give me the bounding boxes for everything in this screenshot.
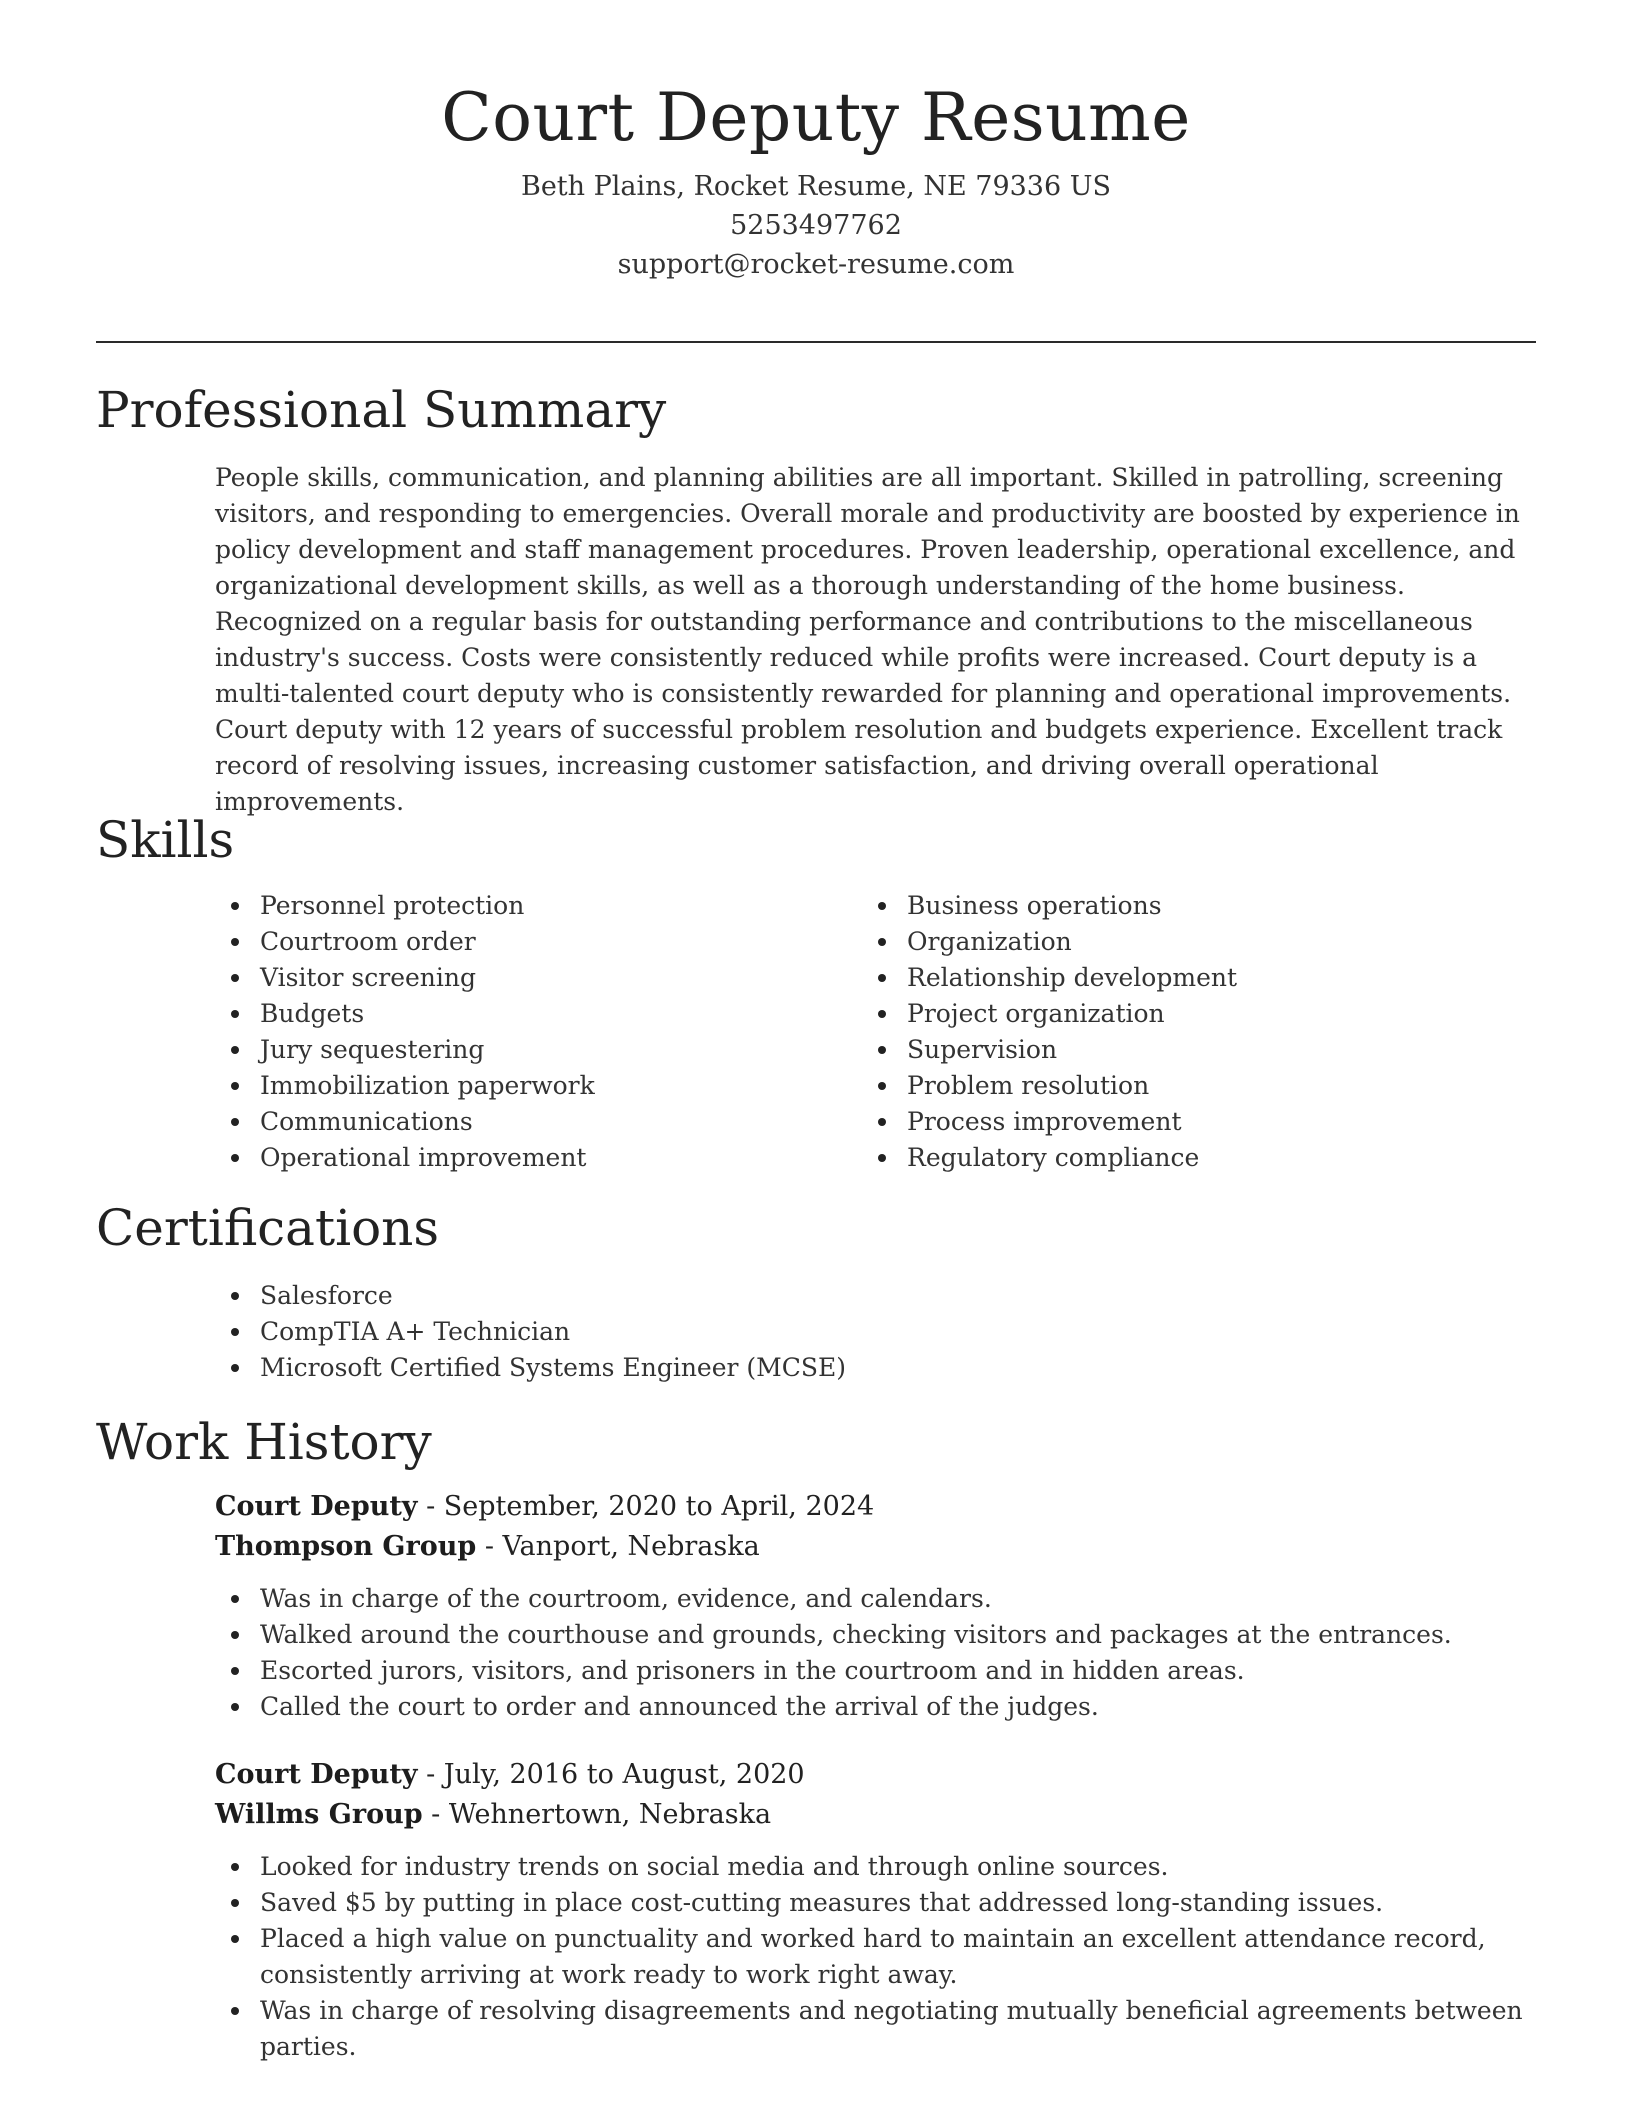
certification-item: CompTIA A+ Technician	[215, 1314, 1515, 1350]
job-duty-item: Saved $5 by putting in place cost-cutting measures that addressed long-standing issues.	[215, 1885, 1535, 1921]
job-duty-item: Was in charge of resolving disagreements and negotiating mutually beneficial agreements between parties.	[215, 1993, 1535, 2065]
job-duty-item: Walked around the courthouse and grounds, checking visitors and packages at the entrances.	[215, 1617, 1535, 1653]
skills-column-right	[862, 888, 1482, 1176]
job-entry-2	[215, 1755, 1535, 2065]
certifications-list	[215, 1278, 1515, 1386]
job-company-line	[215, 1795, 1535, 1835]
skill-item: Regulatory compliance	[862, 1140, 1482, 1176]
section-title-skills: Skills	[96, 811, 235, 869]
job-duty-item: Looked for industry trends on social media and through online sources.	[215, 1849, 1535, 1885]
skills-list-left	[215, 888, 835, 1176]
skill-item: Jury sequestering	[215, 1032, 835, 1068]
job-dates: July, 2016 to August, 2020	[443, 1759, 805, 1790]
job-duty-item: Called the court to order and announced the arrival of the judges.	[215, 1689, 1535, 1725]
certification-item: Microsoft Certified Systems Engineer (MCSE)	[215, 1350, 1515, 1386]
skill-item: Courtroom order	[215, 924, 835, 960]
skill-item: Project organization	[862, 996, 1482, 1032]
job-duty-item: Placed a high value on punctuality and worked hard to maintain an excellent attendance record, consistently arriving at work ready to work right away.	[215, 1921, 1535, 1993]
certifications-block	[215, 1278, 1515, 1386]
skill-item: Relationship development	[862, 960, 1482, 996]
job-location: Vanport, Nebraska	[502, 1531, 760, 1562]
skill-item: Process improvement	[862, 1104, 1482, 1140]
resume-header	[0, 78, 1632, 284]
job-duty-item: Was in charge of the courtroom, evidence, and calendars.	[215, 1581, 1535, 1617]
job-role: Court Deputy	[215, 1759, 418, 1790]
skills-column-left	[215, 888, 835, 1176]
job-role: Court Deputy	[215, 1491, 418, 1522]
contact-address: Beth Plains, Rocket Resume, NE 79336 US	[520, 171, 1111, 203]
section-title-work-history: Work History	[96, 1413, 432, 1471]
job-title-line	[215, 1755, 1535, 1795]
contact-phone: 5253497762	[730, 210, 902, 242]
job-company-line	[215, 1527, 1535, 1567]
resume-title: Court Deputy Resume	[441, 79, 1191, 156]
contact-email: support@rocket-resume.com	[617, 249, 1015, 281]
job-separator: -	[417, 1759, 444, 1790]
header-divider	[96, 341, 1536, 343]
section-title-certifications: Certifications	[96, 1199, 440, 1257]
job-separator: -	[417, 1491, 444, 1522]
skill-item: Budgets	[215, 996, 835, 1032]
job-dates: September, 2020 to April, 2024	[443, 1491, 875, 1522]
skill-item: Personnel protection	[215, 888, 835, 924]
section-title-summary: Professional Summary	[96, 381, 667, 439]
job-entry-1	[215, 1487, 1535, 1725]
skill-item: Visitor screening	[215, 960, 835, 996]
job-duties-list	[215, 1849, 1535, 2065]
job-separator: -	[476, 1531, 503, 1562]
skill-item: Immobilization paperwork	[215, 1068, 835, 1104]
skill-item: Business operations	[862, 888, 1482, 924]
contact-block	[0, 167, 1632, 284]
skill-item: Supervision	[862, 1032, 1482, 1068]
skill-item: Organization	[862, 924, 1482, 960]
skill-item: Communications	[215, 1104, 835, 1140]
skill-item: Problem resolution	[862, 1068, 1482, 1104]
job-company: Willms Group	[215, 1799, 423, 1830]
certification-item: Salesforce	[215, 1278, 1515, 1314]
job-title-line	[215, 1487, 1535, 1527]
job-location: Wehnertown, Nebraska	[448, 1799, 772, 1830]
skills-list-right	[862, 888, 1482, 1176]
job-duty-item: Escorted jurors, visitors, and prisoners in the courtroom and in hidden areas.	[215, 1653, 1535, 1689]
skill-item: Operational improvement	[215, 1140, 835, 1176]
job-duties-list	[215, 1581, 1535, 1725]
job-separator: -	[422, 1799, 449, 1830]
job-company: Thompson Group	[215, 1531, 477, 1562]
summary-text: People skills, communication, and planning abilities are all important. Skilled in patrolling, screening visitors, and responding to emergencies. Overall morale and productivity are boosted by experience in policy development and staff management procedures. Proven leadership, operational excellence, and organizational development skills, as well as a thorough understanding of the home business. Recognized on a regular basis for outstanding performance and contributions to the miscellaneous industry's success. Costs were consistently reduced while profits were increased. Court deputy is a multi-talented court deputy who is consistently rewarded for planning and operational improvements. Court deputy with 12 years of successful problem resolution and budgets experience. Excellent track record of resolving issues, increasing customer satisfaction, and driving overall operational improvements.	[215, 463, 1520, 816]
